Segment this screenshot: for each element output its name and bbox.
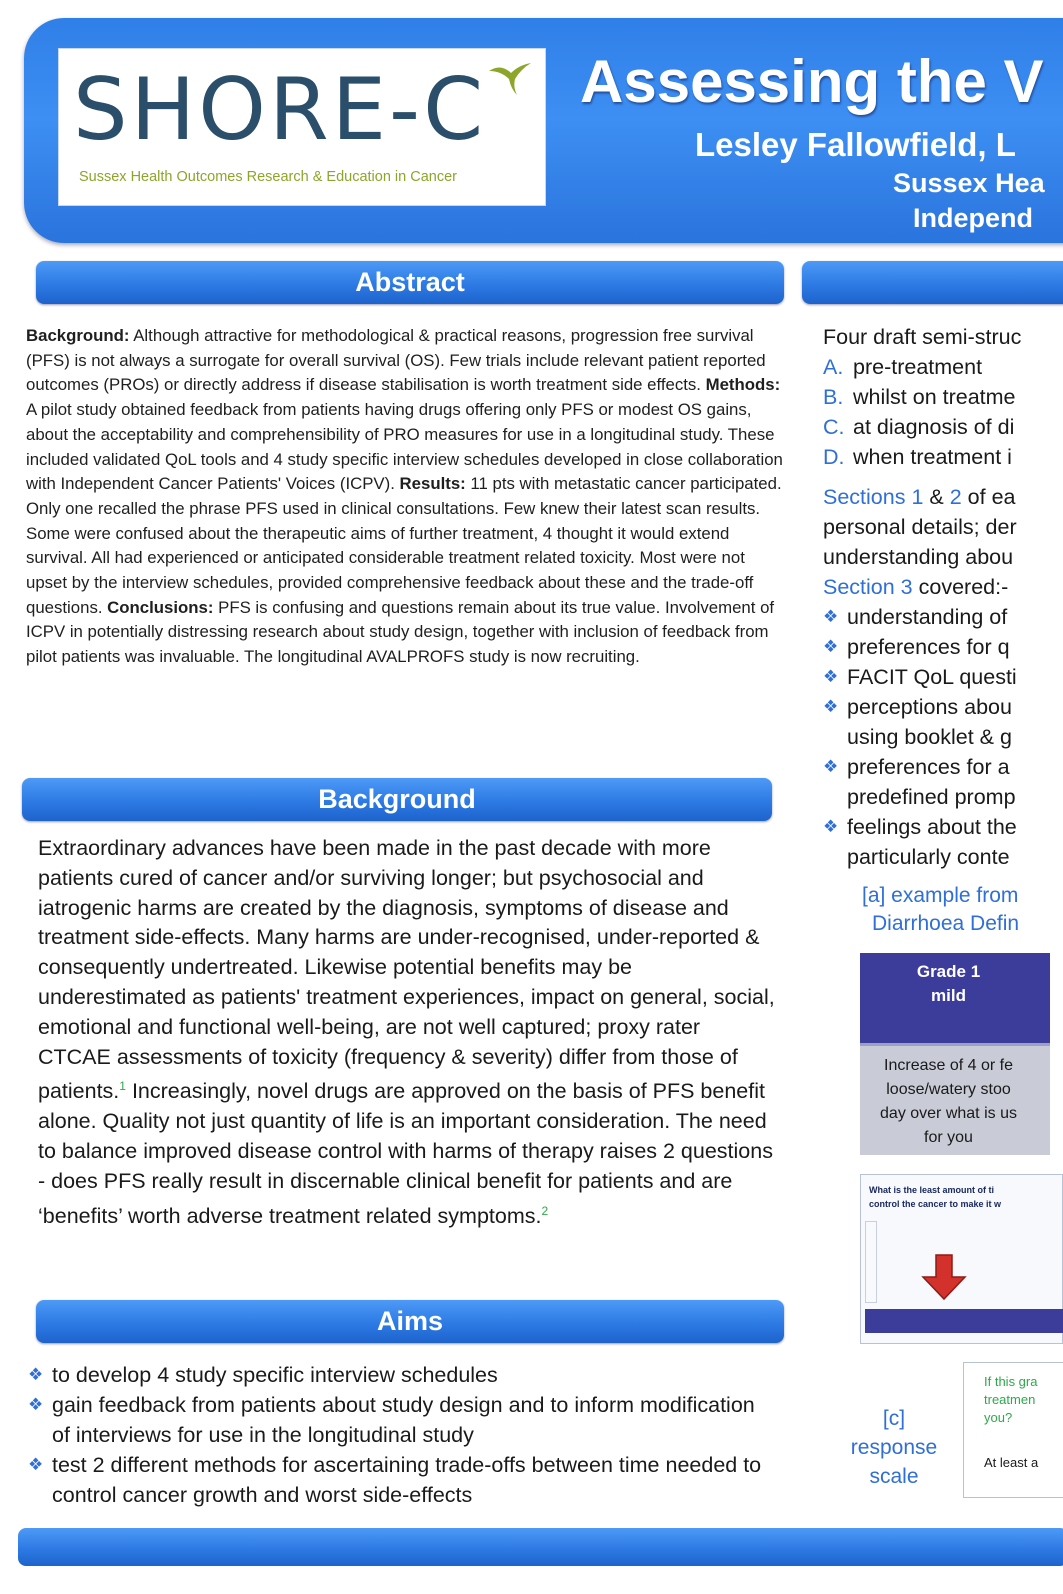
- methods-heading-bar: [802, 261, 1063, 304]
- caption-line: response: [850, 1436, 938, 1459]
- background-text: [38, 834, 778, 1232]
- list-item: [823, 692, 1063, 752]
- bullet-text: perceptions abou: [847, 695, 1012, 719]
- schedule-text: pre-treatment: [853, 355, 983, 379]
- bullet-text: feelings about the: [847, 815, 1017, 839]
- abstract-conclusions-text: PFS is confusing and questions remain about its true value. Involvement of ICPV in potentially distressing research about study design, together with inclusion of feedback from pilot patients was invaluable. The longitudinal AVALPROFS study is now recruiting.: [26, 597, 775, 667]
- schedule-letter: B.: [823, 385, 844, 409]
- diamond-bullet-icon: ❖: [823, 757, 839, 776]
- scale-frame: [865, 1221, 877, 1303]
- definition-line: loose/watery stoo: [886, 1081, 1011, 1098]
- caption-line: Diarrhoea Defin: [872, 912, 1020, 935]
- time-scale-strip: [865, 1309, 1063, 1333]
- trade-off-figure: [860, 1174, 1063, 1344]
- schedule-item: [823, 382, 1063, 412]
- question-line: you?: [984, 1410, 1013, 1425]
- aims-list: [28, 1360, 778, 1510]
- question-line: If this gra: [984, 1374, 1038, 1389]
- schedule-item: [823, 352, 1063, 382]
- schedule-letter: C.: [823, 415, 845, 439]
- schedule-item: [823, 442, 1063, 472]
- response-scale-panel: [963, 1362, 1063, 1498]
- poster-title: Assessing the V: [580, 48, 1044, 115]
- bullet-text: predefined promp: [847, 785, 1016, 809]
- schedule-text: at diagnosis of di: [853, 415, 1015, 439]
- background-text-1: Extraordinary advances have been made in the past decade with more patients cured of cancer and/or surviving longer; but psychosocial and iatrogenic harms are created by the diagnosis, symptoms of disease and treatment side-effects. Many harms are under-recognised, under-reported & consequently undertreated. Likewise potential benefits may be underestimated as patients' treatment experiences, impact on general, social, emotional and functional well-being, are not well captured; proxy rater CTCAE assessments of toxicity (frequency & severity) differ from those of patients.: [38, 836, 775, 1104]
- abstract-methods-text: A pilot study obtained feedback from patients having drugs offering only PFS or modest OS gains, about the acceptability and comprehensibility of PRO measures for use in a longitudinal study. These included validated QoL tools and 4 study specific interview schedules developed in close collaboration with Independent Cancer Patients' Voices (ICPV).: [26, 400, 783, 494]
- reference-marker: 2: [541, 1203, 549, 1218]
- caption-line: scale: [869, 1465, 919, 1488]
- diamond-bullet-icon: ❖: [28, 1365, 44, 1384]
- definition-line: Increase of 4 or fe: [884, 1057, 1013, 1074]
- section3-bullets: [823, 602, 1063, 872]
- background-heading: Background: [22, 778, 772, 821]
- trade-off-question: [869, 1185, 1001, 1209]
- aim-text: test 2 different methods for ascertaining trade-offs between time needed to control cancer growth and worst side-effects: [52, 1453, 762, 1507]
- bottom-section-bar: [18, 1528, 1063, 1566]
- caption-line: [c]: [882, 1407, 906, 1430]
- diamond-bullet-icon: ❖: [823, 607, 839, 626]
- diarrhoea-grade-table: [860, 953, 1063, 1163]
- grade-label: Grade 1: [916, 962, 981, 981]
- abstract-results-label: Results:: [399, 474, 466, 494]
- poster-authors: Lesley Fallowfield, L: [695, 126, 1016, 163]
- sections-label: Sections: [823, 485, 906, 509]
- down-arrow-icon: [921, 1253, 967, 1301]
- list-item: [823, 602, 1063, 632]
- bullet-text: understanding of: [847, 605, 1008, 629]
- list-item: [28, 1450, 778, 1510]
- sections-line: [823, 482, 1063, 512]
- schedule-letter: D.: [823, 445, 845, 469]
- aim-text: to develop 4 study specific interview schedules: [52, 1363, 498, 1387]
- grade-severity: mild: [931, 986, 966, 1005]
- figure-a-caption: [862, 882, 1019, 938]
- list-item: [823, 752, 1063, 812]
- question-line: What is the least amount of ti: [869, 1185, 995, 1195]
- abstract-background-label: Background:: [26, 326, 130, 345]
- schedule-letter: A.: [823, 355, 844, 379]
- diamond-bullet-icon: ❖: [823, 667, 839, 686]
- bullet-text: using booklet & g: [847, 725, 1012, 749]
- question-line: treatmen: [984, 1392, 1036, 1407]
- bullet-text: preferences for q: [847, 635, 1010, 659]
- list-item: [823, 632, 1063, 662]
- abstract-conclusions-label: Conclusions:: [107, 597, 214, 617]
- background-text-2: Increasingly, novel drugs are approved on the basis of PFS benefit alone. Quality not just quantity of life is an important consideration. The need to balance improved disease control with harms of therapy raises 2 questions - does PFS really result in discernable clinical benefit for patients and are ‘benefits’ worth adverse treatment related symptoms.: [38, 1079, 773, 1228]
- methods-text: [823, 322, 1063, 872]
- diamond-bullet-icon: ❖: [28, 1395, 44, 1414]
- diamond-bullet-icon: ❖: [823, 697, 839, 716]
- bullet-text: preferences for a: [847, 755, 1010, 779]
- methods-line: understanding abou: [823, 545, 1014, 569]
- section3-line: [823, 572, 1063, 602]
- list-item: [823, 662, 1063, 692]
- grade-definition: [860, 1043, 1050, 1155]
- methods-line: personal details; der: [823, 515, 1017, 539]
- schedule-text: whilst on treatme: [853, 385, 1016, 409]
- logo-subtitle: Sussex Health Outcomes Research & Education in Cancer: [79, 169, 457, 185]
- response-question: [984, 1373, 1037, 1427]
- abstract-results-text: 11 pts with metastatic cancer participated. Only one recalled the phrase PFS used in clinical consultations. Few knew their latest scan results. Some were confused about the therapeutic aims of further treatment, 4 thought it would extend survival. All had experienced or anticipated considerable treatment related toxicity. Most were not upset by the interview schedules, provided comprehensive feedback about these and the trade-off questions.: [26, 474, 782, 617]
- ampersand: &: [923, 485, 950, 509]
- diamond-bullet-icon: ❖: [28, 1455, 44, 1474]
- abstract-heading: Abstract: [36, 261, 784, 304]
- aims-heading: Aims: [36, 1300, 784, 1343]
- logo-text: SHORE-C: [73, 60, 487, 160]
- definition-line: day over what is us: [880, 1105, 1017, 1122]
- section3-rest: covered:-: [912, 575, 1009, 599]
- section-number: 1: [911, 485, 924, 509]
- bullet-text: particularly conte: [847, 845, 1010, 869]
- caption-line: [a] example from: [862, 884, 1019, 907]
- sections-rest: of ea: [961, 485, 1016, 509]
- diamond-bullet-icon: ❖: [823, 637, 839, 656]
- schedule-text: when treatment i: [853, 445, 1012, 469]
- shore-c-logo: [58, 48, 546, 206]
- section-number: 2: [949, 485, 962, 509]
- affiliation-line-2: Independ: [913, 203, 1033, 233]
- section3-label: Section 3: [823, 575, 913, 599]
- response-option: At least a: [984, 1455, 1039, 1470]
- aim-text: gain feedback from patients about study design and to inform modification of interviews for use in the longitudinal study: [52, 1393, 755, 1447]
- schedule-item: [823, 412, 1063, 442]
- grade-header: [860, 953, 1050, 1043]
- abstract-methods-label: Methods:: [705, 375, 781, 395]
- list-item: [28, 1390, 778, 1450]
- diamond-bullet-icon: ❖: [823, 817, 839, 836]
- figure-c-caption: [838, 1404, 950, 1491]
- abstract-text: [26, 324, 786, 670]
- question-line: control the cancer to make it w: [869, 1199, 1002, 1209]
- abstract-background-text: Although attractive for methodological & practical reasons, progression free survival (PFS) is not always a surrogate for overall survival (OS). Few trials include relevant patient reported outcomes (PROs) or directly address if disease stabilisation is worth treatment side effects.: [26, 326, 766, 395]
- affiliation-line-1: Sussex Hea: [893, 168, 1045, 198]
- list-item: [823, 812, 1063, 872]
- bird-icon: [487, 61, 533, 97]
- definition-line: for you: [924, 1129, 973, 1146]
- methods-intro: Four draft semi-struc: [823, 325, 1022, 349]
- list-item: [28, 1360, 778, 1390]
- reference-marker: 1: [119, 1079, 126, 1094]
- bullet-text: FACIT QoL questi: [847, 665, 1017, 689]
